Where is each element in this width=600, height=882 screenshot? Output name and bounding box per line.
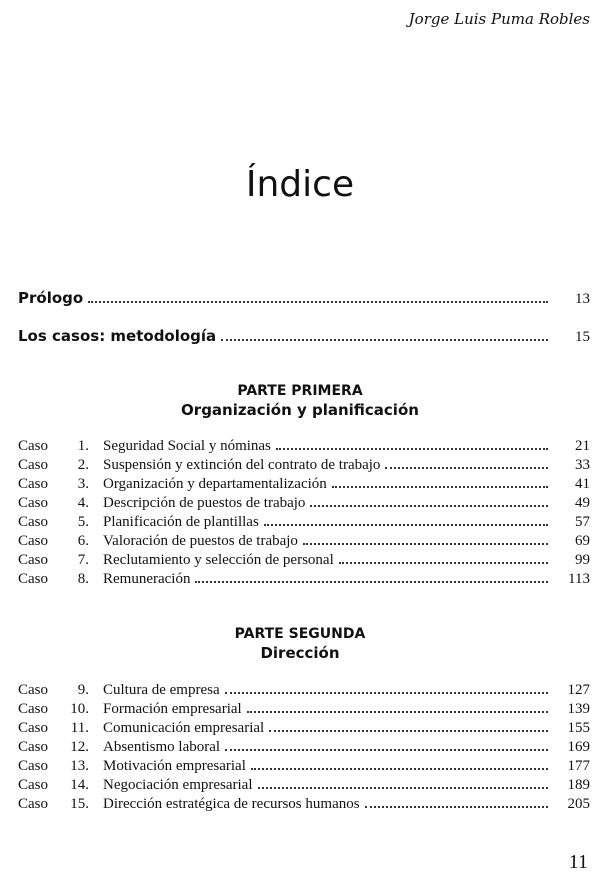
case-label: Caso xyxy=(18,495,48,511)
case-number: 4. xyxy=(77,495,89,511)
part-label: PARTE PRIMERA xyxy=(237,383,363,399)
case-label: Caso xyxy=(18,777,48,793)
toc-page-number: 21 xyxy=(575,438,590,454)
case-number: 10. xyxy=(70,701,89,717)
toc-page-number: 57 xyxy=(575,514,590,530)
toc-page-number: 139 xyxy=(567,701,590,717)
toc-case-entry[interactable] xyxy=(18,720,590,739)
dot-leader xyxy=(251,768,548,770)
case-number: 7. xyxy=(77,552,89,568)
dot-leader xyxy=(339,562,548,564)
running-head: Jorge Luis Puma Robles xyxy=(408,10,590,28)
case-label: Caso xyxy=(18,739,48,755)
toc-page-number: 49 xyxy=(575,495,590,511)
case-number: 8. xyxy=(77,571,89,587)
part-heading-primera xyxy=(0,382,600,420)
toc-case-entry[interactable] xyxy=(18,495,590,514)
toc-page-number: 113 xyxy=(568,571,590,587)
dot-leader xyxy=(303,543,548,545)
dot-leader xyxy=(221,339,548,341)
case-number: 6. xyxy=(77,533,89,549)
case-number: 1. xyxy=(77,438,89,454)
case-title: Dirección estratégica de recursos humanos xyxy=(103,796,360,812)
case-number: 13. xyxy=(70,758,89,774)
case-number: 3. xyxy=(77,476,89,492)
toc-entry-title: Los casos: metodología xyxy=(18,327,217,345)
toc-case-entry[interactable] xyxy=(18,796,590,815)
toc-page-number: 41 xyxy=(575,476,590,492)
case-title: Absentismo laboral xyxy=(103,739,221,755)
case-label: Caso xyxy=(18,514,48,530)
case-title: Reclutamiento y selección de personal xyxy=(103,552,334,568)
dot-leader xyxy=(88,301,548,303)
dot-leader xyxy=(365,806,548,808)
toc-page-number: 127 xyxy=(567,682,590,698)
dot-leader xyxy=(258,787,548,789)
part-heading-segunda xyxy=(0,625,600,663)
dot-leader xyxy=(332,486,548,488)
page-title: Índice xyxy=(245,164,355,206)
toc-page-number: 13 xyxy=(575,291,590,307)
case-label: Caso xyxy=(18,571,48,587)
toc-entry-prologo[interactable] xyxy=(18,289,590,308)
toc-case-entry[interactable] xyxy=(18,571,590,590)
toc-page-number: 15 xyxy=(575,329,590,345)
dot-leader xyxy=(310,505,548,507)
toc-case-entry[interactable] xyxy=(18,533,590,552)
case-label: Caso xyxy=(18,457,48,473)
dot-leader xyxy=(385,467,548,469)
dot-leader xyxy=(276,448,548,450)
case-number: 5. xyxy=(77,514,89,530)
case-title: Organización y departamentalización xyxy=(103,476,327,492)
dot-leader xyxy=(247,711,548,713)
toc-case-entry[interactable] xyxy=(18,682,590,701)
case-label: Caso xyxy=(18,476,48,492)
case-title: Comunicación empresarial xyxy=(103,720,265,736)
toc-case-entry[interactable] xyxy=(18,514,590,533)
case-number: 11. xyxy=(70,720,89,736)
case-number: 12. xyxy=(70,739,89,755)
toc-case-entry[interactable] xyxy=(18,457,590,476)
toc-entry-metodologia[interactable] xyxy=(18,327,590,346)
case-title: Planificación de plantillas xyxy=(103,514,259,530)
case-title: Negociación empresarial xyxy=(103,777,253,793)
case-label: Caso xyxy=(18,720,48,736)
toc-case-entry[interactable] xyxy=(18,739,590,758)
dot-leader xyxy=(195,581,548,583)
toc-case-entry[interactable] xyxy=(18,758,590,777)
case-title: Formación empresarial xyxy=(103,701,242,717)
case-number: 2. xyxy=(77,457,89,473)
toc-page-number: 205 xyxy=(567,796,590,812)
toc-case-entry[interactable] xyxy=(18,701,590,720)
case-title: Seguridad Social y nóminas xyxy=(103,438,271,454)
toc-page-number: 99 xyxy=(575,552,590,568)
toc-page-number: 177 xyxy=(567,758,590,774)
toc-case-entry[interactable] xyxy=(18,438,590,457)
toc-case-entry[interactable] xyxy=(18,552,590,571)
case-number: 9. xyxy=(77,682,89,698)
case-label: Caso xyxy=(18,438,48,454)
toc-page-number: 189 xyxy=(567,777,590,793)
case-number: 15. xyxy=(70,796,89,812)
case-title: Remuneración xyxy=(103,571,191,587)
toc-case-entry[interactable] xyxy=(18,476,590,495)
toc-page-number: 155 xyxy=(567,720,590,736)
dot-leader xyxy=(225,692,548,694)
case-label: Caso xyxy=(18,533,48,549)
case-title: Descripción de puestos de trabajo xyxy=(103,495,306,511)
case-label: Caso xyxy=(18,701,48,717)
case-number: 14. xyxy=(70,777,89,793)
toc-page-number: 69 xyxy=(575,533,590,549)
toc-page-number: 169 xyxy=(567,739,590,755)
part-title: Organización y planificación xyxy=(181,401,419,419)
case-title: Valoración de puestos de trabajo xyxy=(103,533,298,549)
case-title: Cultura de empresa xyxy=(103,682,220,698)
dot-leader xyxy=(264,524,548,526)
toc-entry-title: Prólogo xyxy=(18,289,84,307)
case-label: Caso xyxy=(18,796,48,812)
case-title: Motivación empresarial xyxy=(103,758,246,774)
page-folio: 11 xyxy=(568,851,588,873)
part-label: PARTE SEGUNDA xyxy=(234,626,366,642)
case-label: Caso xyxy=(18,682,48,698)
dot-leader xyxy=(269,730,548,732)
toc-page-number: 33 xyxy=(575,457,590,473)
part-title: Dirección xyxy=(260,644,340,662)
case-label: Caso xyxy=(18,758,48,774)
dot-leader xyxy=(225,749,548,751)
case-label: Caso xyxy=(18,552,48,568)
toc-case-entry[interactable] xyxy=(18,777,590,796)
case-title: Suspensión y extinción del contrato de trabajo xyxy=(103,457,381,473)
